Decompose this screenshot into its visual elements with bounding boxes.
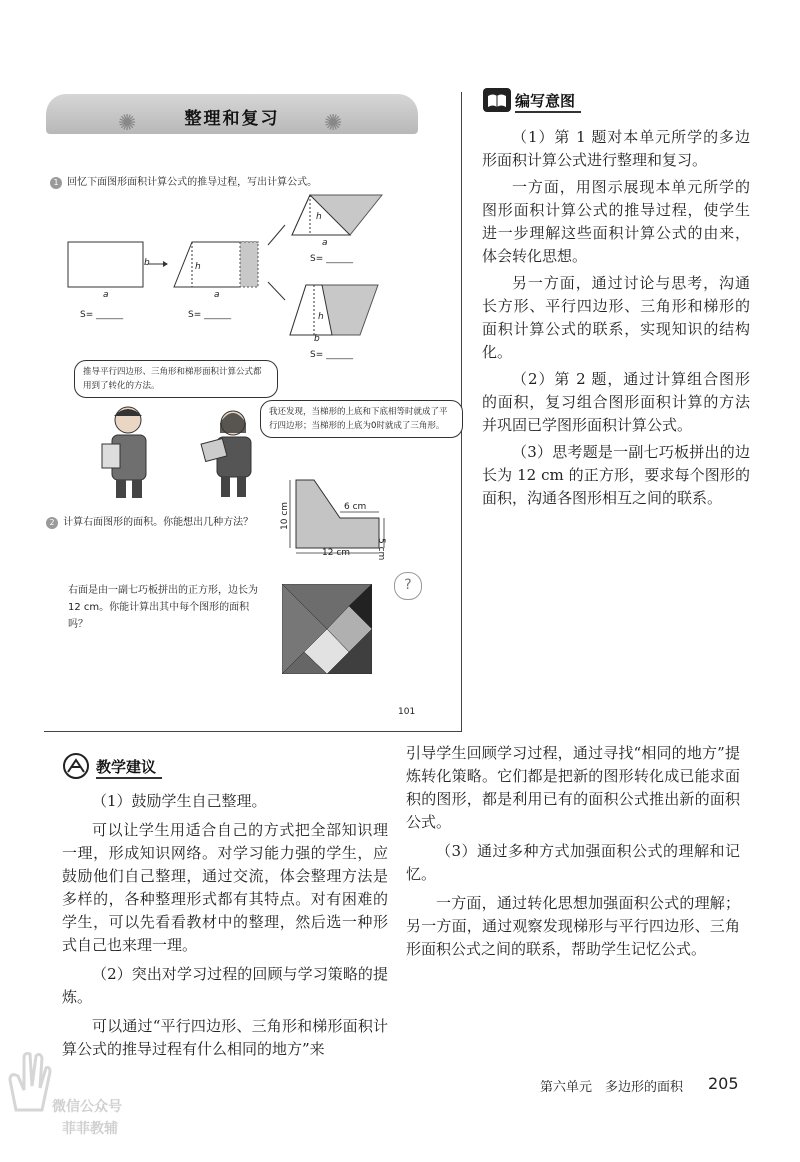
boy-illustration [90,400,170,500]
footer-page-number: 205 [708,1074,739,1093]
intent-heading [483,88,593,112]
speech-bubble-girl: 我还发现，当梯形的上底和下底相等时就成了平行四边形；当梯形的上底为0时就成了三角形。 [260,400,463,438]
parallelogram-shaded [240,242,258,287]
tangram-square [282,584,372,674]
footer-unit-title: 第六单元 多边形的面积 [540,1080,684,1095]
textbook-title: 整理和复习 [184,109,280,129]
arrow-head [163,261,168,267]
girl-illustration [195,405,265,500]
book-icon [483,88,511,112]
advice-paragraph-2: 可以让学生用适合自己的方式把全部知识理一理，形成知识网络。对学习能力强的学生，应鼓励他们自己整理，通过交流，体会整理方法是多样的，各种整理形式都有其特点。对有困难的学生，可以先看看教材中的整理，然后选一种形式自己也来理一理。 [62,821,388,954]
advice-paragraph-1: （1）鼓励学生自己整理。 [92,792,267,810]
intent-paragraph-3: 另一方面，通过讨论与思考，沟通长方形、平行四边形、三角形和梯形的面积计算公式的联系，实现知识的结构化。 [482,274,750,361]
formula-derivation-diagram [60,190,400,360]
advice-paragraph-7: 一方面，通过转化思想加强面积公式的理解；另一方面，通过观察发现梯形与平行四边形、三角形面积公式之间的联系，帮助学生记忆公式。 [406,894,740,958]
intent-paragraph-2: 一方面，用图示展现本单元所学的图形面积计算公式的推导过程，使学生进一步理解这些面积计算公式的由来，体会转化思想。 [482,178,750,265]
dimension-6cm: 6 cm [344,502,367,512]
label-b: b [144,258,150,268]
label-b-trapezoid: b [314,334,320,344]
label-a-rect: a [103,290,109,300]
label-h: h [195,262,201,272]
advice-paragraph-4: 可以通过“平行四边形、三角形和梯形面积计算公式的推导过程有什么相同的地方”来 [62,1017,388,1058]
gear-icon-left: ✺ [118,111,137,136]
watermark-line-1: 微信公众号 [52,1099,122,1115]
rectangle-shape [68,242,143,287]
label-a-para: a [214,290,220,300]
formula-para: S= ______ [188,310,232,320]
intent-body [482,126,750,510]
label-h-triangle: h [316,212,322,222]
question-text: 计算右面图形的面积。你能想出几种方法？ [63,517,254,528]
intent-heading-text: 编写意图 [515,90,581,113]
advice-right-column [406,742,740,961]
advice-paragraph-6: （3）通过多种方式加强面积公式的理解和记忆。 [406,842,740,883]
advice-paragraph-5: 引导学生回顾学习过程，通过寻找“相同的地方”提炼转化策略。它们都是把新的图形转化成已能求面积的图形，都是利用已有的面积公式推出新的面积公式。 [406,744,740,831]
dimension-5cm: 5 cm [376,538,386,561]
question-2 [46,510,253,529]
advice-left-column [62,790,388,1061]
watermark-hand-icon [6,1050,52,1114]
gear-icon-right: ✺ [324,111,343,136]
composite-shape [296,480,379,548]
tangram-question-text: 右面是由一副七巧板拼出的正方形，边长为 12 cm。你能计算出其中每个图形的面积吗？ [68,585,258,630]
formula-trapezoid: S= ______ [310,350,354,360]
label-a-triangle: a [322,238,328,248]
formula-triangle: S= ______ [310,254,354,264]
advice-heading [62,752,182,780]
dimension-12cm: 12 cm [322,548,351,558]
intent-paragraph-5: （3）思考题是一副七巧板拼出的边长为 12 cm 的正方形，要求每个图形的面积，沟通各图形相互之间的联系。 [482,443,750,507]
question-mark-icon: ? [394,572,422,600]
textbook-page-number: 101 [398,707,416,717]
formula-rect: S= ______ [80,310,124,320]
dimension-10cm: 10 cm [280,501,290,530]
intent-paragraph-4: （2）第 2 题，通过计算组合图形的面积，复习组合图形面积计算的方法并巩固已学图形面积计算公式。 [482,370,750,434]
watermark-line-2: 菲菲教辅 [62,1121,118,1137]
question-text: 回忆下面图形面积计算公式的推导过程，写出计算公式。 [67,177,318,188]
teaching-icon [62,752,92,780]
arrow-to-triangle [268,225,285,245]
speech-bubble-boy: 推导平行四边形、三角形和梯形面积计算公式都用到了转化的方法。 [74,360,278,398]
question-number: 1 [50,177,62,189]
label-h-trapezoid: h [318,312,324,322]
advice-paragraph-3: （2）突出对学习过程的回顾与学习策略的提炼。 [62,965,388,1006]
composite-shape-diagram [284,478,404,561]
question-number: 2 [46,517,58,529]
arrow-to-trapezoid [268,282,285,300]
advice-heading-text: 教学建议 [96,756,162,779]
intent-paragraph-1: （1）第 1 题对本单元所学的多边形面积计算公式进行整理和复习。 [482,128,750,169]
question-1 [50,170,317,189]
